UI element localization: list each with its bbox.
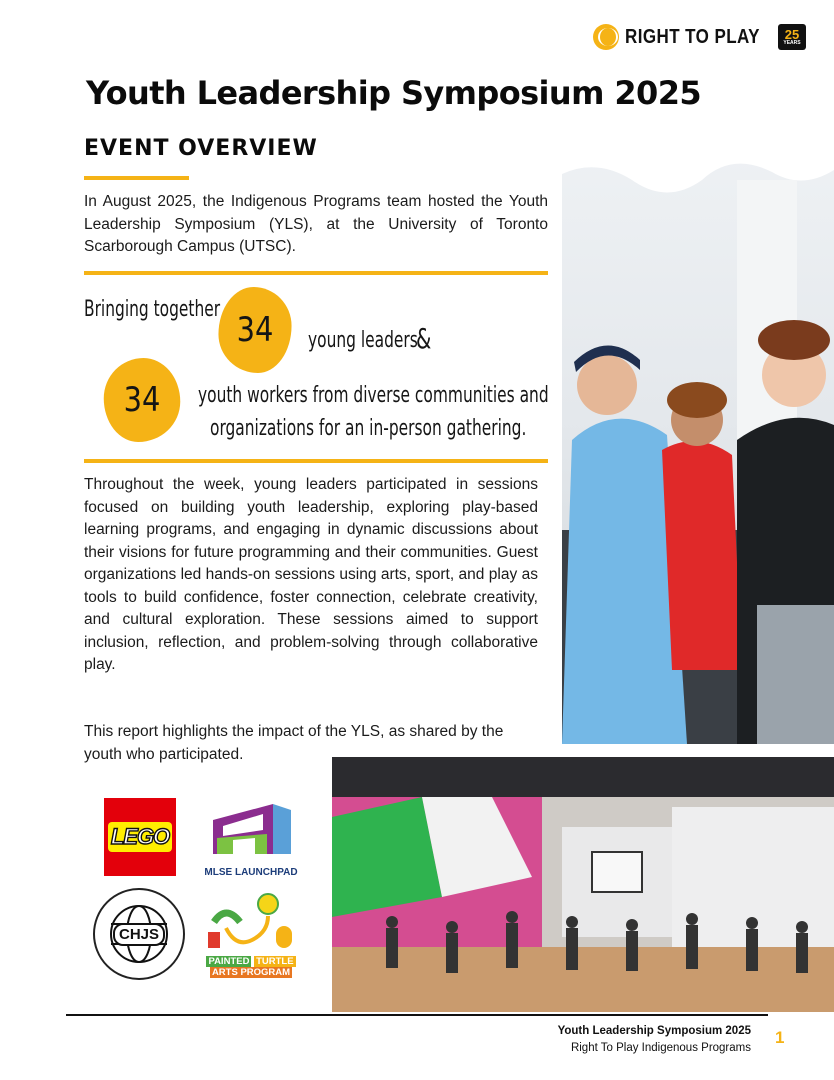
badge-number: 25 (784, 26, 800, 42)
workers-line-2: organizations for an in-person gathering. (210, 416, 527, 441)
footer-subtitle: Right To Play Indigenous Programs (570, 1042, 751, 1054)
mlse-wordmark: MLSE LAUNCHPAD (204, 867, 298, 878)
gym-activity-photo (332, 757, 834, 1012)
footer-divider (66, 1014, 768, 1016)
participants-photo (562, 150, 834, 744)
heading-underline (84, 176, 189, 180)
turtle-word-arts: ARTS PROGRAM (211, 967, 291, 978)
divider-top (84, 271, 548, 275)
mlse-building-icon (203, 800, 299, 862)
intro-paragraph: In August 2025, the Indigenous Programs team hosted the Youth Leadership Symposium (YLS), at the University of Toronto Scarborough Campus (UTSC). (84, 193, 548, 255)
mlse-launchpad-logo (203, 800, 299, 878)
closing-paragraph: This report highlights the impact of the YLS, as shared by the youth who participated. (84, 723, 504, 763)
section-heading: EVENT OVERVIEW (84, 136, 318, 161)
right-to-play-logo (593, 24, 806, 50)
turtle-icon (206, 892, 296, 952)
divider-bottom (84, 459, 548, 463)
chjs-logo (93, 888, 185, 980)
young-leaders-text: young leaders (308, 328, 418, 353)
ball-icon (593, 24, 619, 50)
chjs-wordmark: CHJS (113, 923, 165, 946)
page-title: Youth Leadership Symposium 2025 (86, 74, 702, 112)
gym-photo-illustration (332, 757, 834, 1012)
body-paragraph: Throughout the week, young leaders participated in sessions focused on building youth leadership, exploring play-based learning programs, and engaging in dynamic discussions about their visions for future programming and their communities. Guest organizations led hands-on sessions using arts, sport, and play as tools to build confidence, foster connection, celebrate creativity, and cultural exploration. These sessions aimed to support inclusion, reflection, and problem-solving through collaborative play. (84, 476, 538, 673)
leaders-count-blob (218, 287, 291, 373)
turtle-word-turtle: TURTLE (256, 956, 294, 967)
leaders-count: 34 (236, 310, 274, 350)
ampersand: & (416, 322, 432, 355)
workers-line-1: youth workers from diverse communities and (198, 383, 549, 408)
footer-title: Youth Leadership Symposium 2025 (557, 1025, 751, 1037)
participants-photo-illustration (562, 150, 834, 744)
badge-sub: YEARS (783, 39, 801, 46)
workers-count: 34 (123, 380, 161, 420)
page-number: 1 (775, 1028, 785, 1047)
lego-logo (104, 798, 176, 876)
bringing-together-text: Bringing together (84, 297, 221, 322)
brand-name: RIGHT TO PLAY (625, 25, 761, 48)
turtle-word-painted: PAINTED (208, 956, 250, 967)
lego-wordmark: LEGO (108, 822, 172, 852)
turtle-wordmark (206, 956, 296, 978)
workers-count-blob (104, 358, 181, 442)
anniversary-badge (778, 24, 806, 50)
painted-turtle-logo (206, 892, 296, 982)
